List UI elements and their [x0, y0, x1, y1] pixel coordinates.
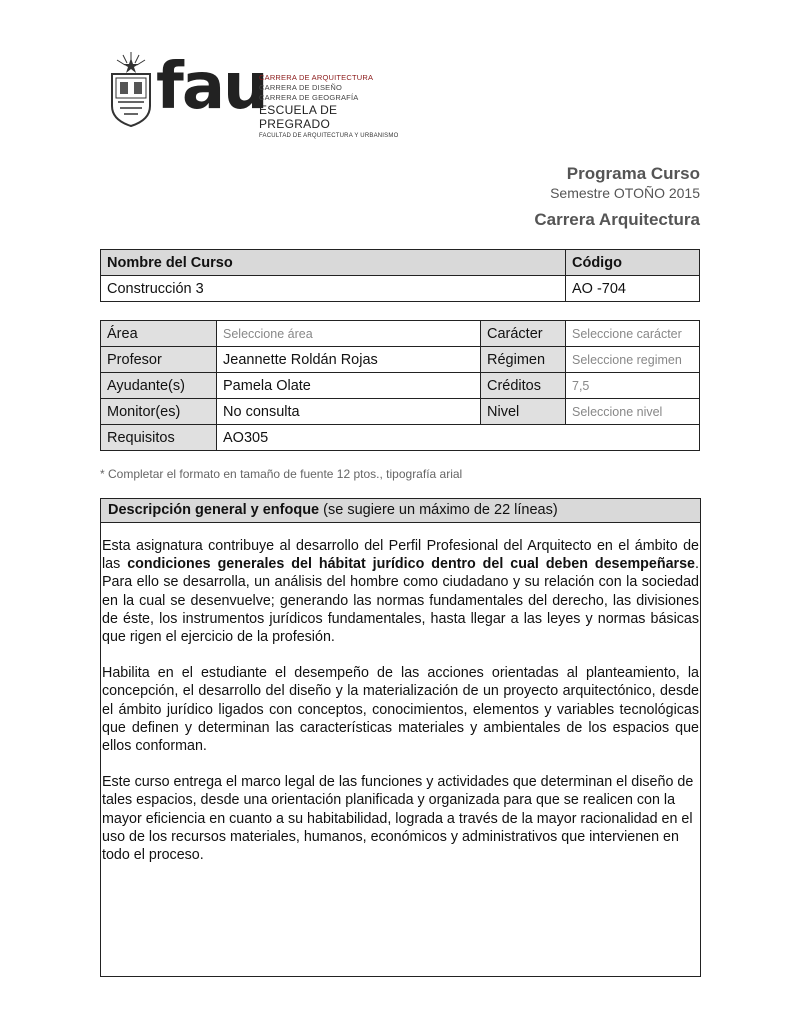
credits-label: Créditos: [481, 373, 566, 399]
logo-line-geography: CARRERA DE GEOGRAFÍA: [259, 93, 359, 102]
description-paragraph-1: [102, 537, 699, 646]
logo-line-architecture: CARRERA DE ARQUITECTURA: [259, 73, 374, 82]
logo-text-lines: [259, 73, 408, 141]
requirements-label: Requisitos: [101, 425, 217, 451]
description-heading-bold: Descripción general y enfoque: [108, 502, 320, 518]
assistant-label: Ayudante(s): [101, 373, 217, 399]
description-heading: [101, 499, 700, 523]
course-code-header: Código: [566, 250, 700, 276]
character-label: Carácter: [481, 321, 566, 347]
course-table: [100, 249, 700, 302]
professor-value: Jeannette Roldán Rojas: [217, 347, 481, 373]
credits-value: 7,5: [566, 373, 700, 399]
p1-bold: condiciones generales del hábitat jurídico dentro del cual deben desempeñarse: [127, 556, 695, 573]
course-code-value: AO -704: [566, 276, 700, 302]
area-select[interactable]: Seleccione área: [217, 321, 481, 347]
level-select[interactable]: Seleccione nivel: [566, 399, 700, 425]
logo-line-design: CARRERA DE DISEÑO: [259, 83, 342, 92]
format-note: * Completar el formato en tamaño de fuente 12 ptos., tipografía arial: [100, 467, 463, 481]
area-label: Área: [101, 321, 217, 347]
monitor-value: No consulta: [217, 399, 481, 425]
logo-wordmark: fau: [156, 50, 267, 124]
regime-select[interactable]: Seleccione regimen: [566, 347, 700, 373]
level-label: Nivel: [481, 399, 566, 425]
course-details-table: [100, 320, 700, 451]
assistant-value: Pamela Olate: [217, 373, 481, 399]
program-title: Programa Curso: [566, 164, 700, 183]
description-paragraph-3: Este curso entrega el marco legal de las funciones y actividades que determinan el diseño de tales espacios, desde una orientación planificada y organizada para que se realicen con la mayor eficiencia en cuanto a su habitabilidad, lograda a través de la mayor racionalidad en el uso de los recursos materiales, humanos, económicos y administrativos que intervienen en todo el proceso.: [102, 774, 694, 864]
university-seal-icon: [108, 50, 154, 128]
professor-label: Profesor: [101, 347, 217, 373]
logo-line-school: ESCUELA DE PREGRADO: [259, 103, 338, 131]
career-label: Carrera Arquitectura: [534, 210, 700, 229]
description-paragraph-2: Habilita en el estudiante el desempeño de las acciones orientadas al planteamiento, la concepción, el desarrollo del diseño y la materialización de un proyecto arquitectónico, desde el ámbito jurídico ligados con conceptos, conocimientos, elementos y variables tecnológicas que definen y determinan las características materiales y ambientales de los espacios que ellos conforman.: [102, 665, 699, 755]
description-section: [100, 498, 701, 977]
description-heading-hint: (se sugiere un máximo de 22 líneas): [319, 502, 558, 518]
semester-label: Semestre OTOÑO 2015: [550, 185, 700, 201]
p1-start: Esta asignatura contribuye al desarrollo del Perfil Profesional del Arquitecto en el ámbito de las: [102, 538, 699, 573]
monitor-label: Monitor(es): [101, 399, 217, 425]
description-body: [101, 523, 700, 864]
requirements-value: AO305: [217, 425, 700, 451]
character-select[interactable]: Seleccione carácter: [566, 321, 700, 347]
p1-end: . Para ello se desarrolla, un análisis del hombre como ciudadano y su relación con la sociedad en la cual se desenvuelve; generando las normas fundamentales del derecho, las divisiones de éste, los instrumentos jurídicos fundamentales, hasta llegar a las leyes y normas básicas que rigen el ejercicio de la profesión.: [102, 556, 699, 646]
fau-logo: [108, 50, 408, 139]
logo-line-faculty: FACULTAD DE ARQUITECTURA Y URBANISMO: [259, 133, 399, 139]
regime-label: Régimen: [481, 347, 566, 373]
course-name-header: Nombre del Curso: [101, 250, 566, 276]
course-name-value: Construcción 3: [101, 276, 566, 302]
